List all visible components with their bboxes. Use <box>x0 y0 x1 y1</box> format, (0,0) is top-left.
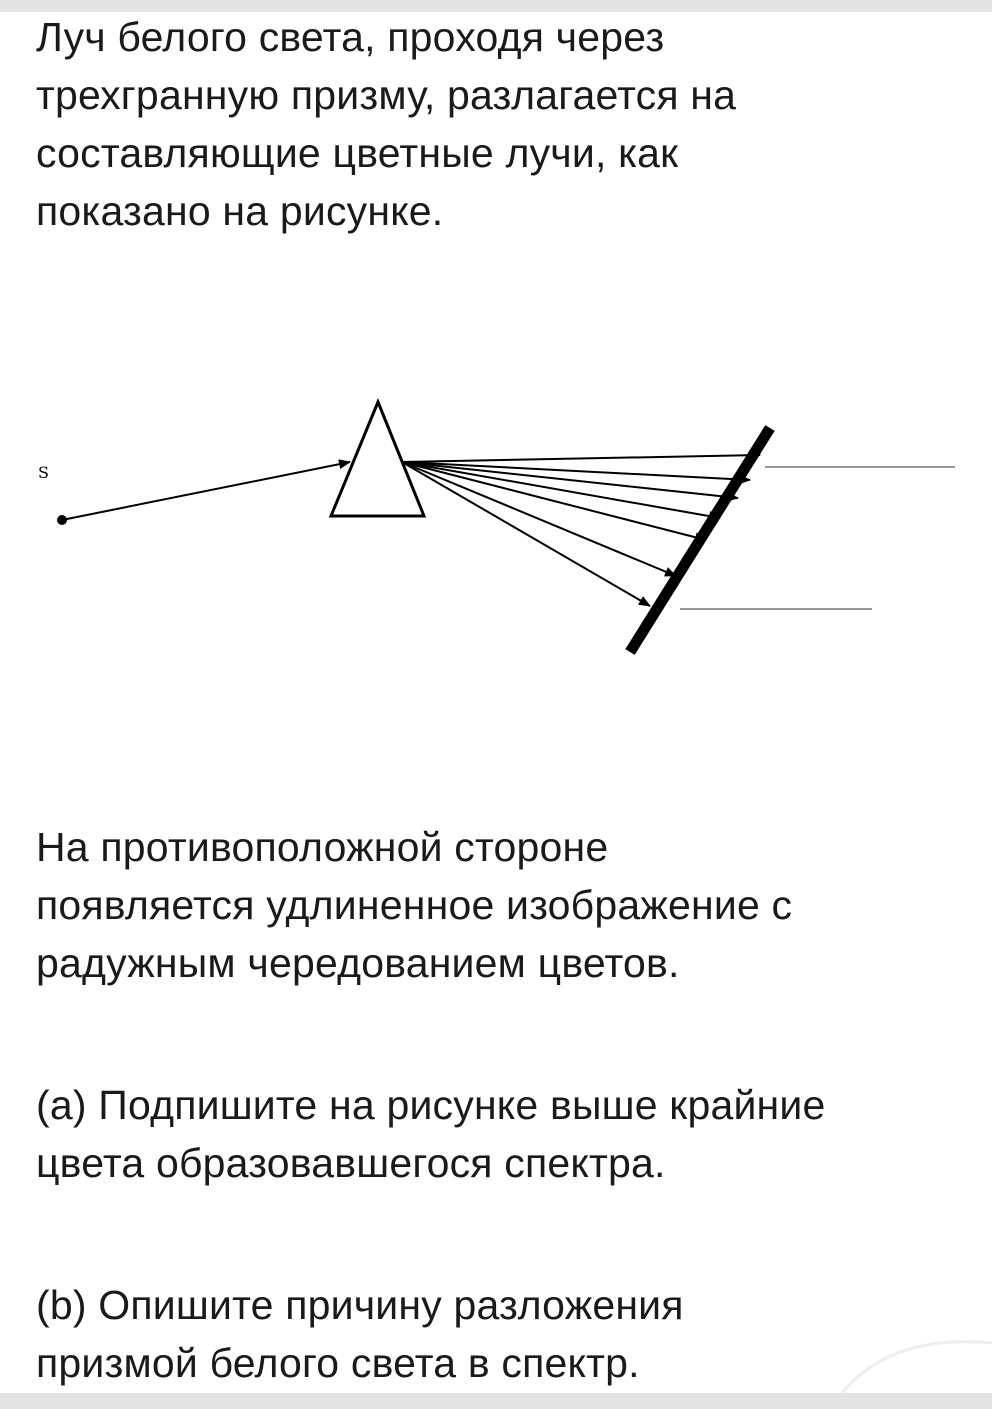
task-a-paragraph: (a) Подпишите на рисунке выше крайние цвета образовавшегося спектра. <box>36 1082 826 1186</box>
ray-5 <box>402 462 706 540</box>
prism-diagram-svg <box>0 380 992 670</box>
ray-1 <box>402 455 760 462</box>
prism-dispersion-figure <box>0 380 992 670</box>
corner-decoration <box>832 1333 992 1393</box>
screen-bar <box>630 428 770 652</box>
intro-paragraph: Луч белого света, проходя через трехгранную призму, разлагается на составляющие цветные лучи, как показано на рисунке. <box>36 14 737 234</box>
ray-6 <box>402 462 676 576</box>
bottom-status-strip <box>0 1393 992 1409</box>
prism-triangle <box>331 402 424 516</box>
task-b-paragraph: (b) Опишите причину разложения призмой белого света в спектр. <box>36 1282 684 1386</box>
source-label: S <box>38 463 49 482</box>
incident-ray <box>62 462 350 520</box>
observation-paragraph: На противоположной стороне появляется удлиненное изображение с радужным чередованием цветов. <box>36 824 793 986</box>
